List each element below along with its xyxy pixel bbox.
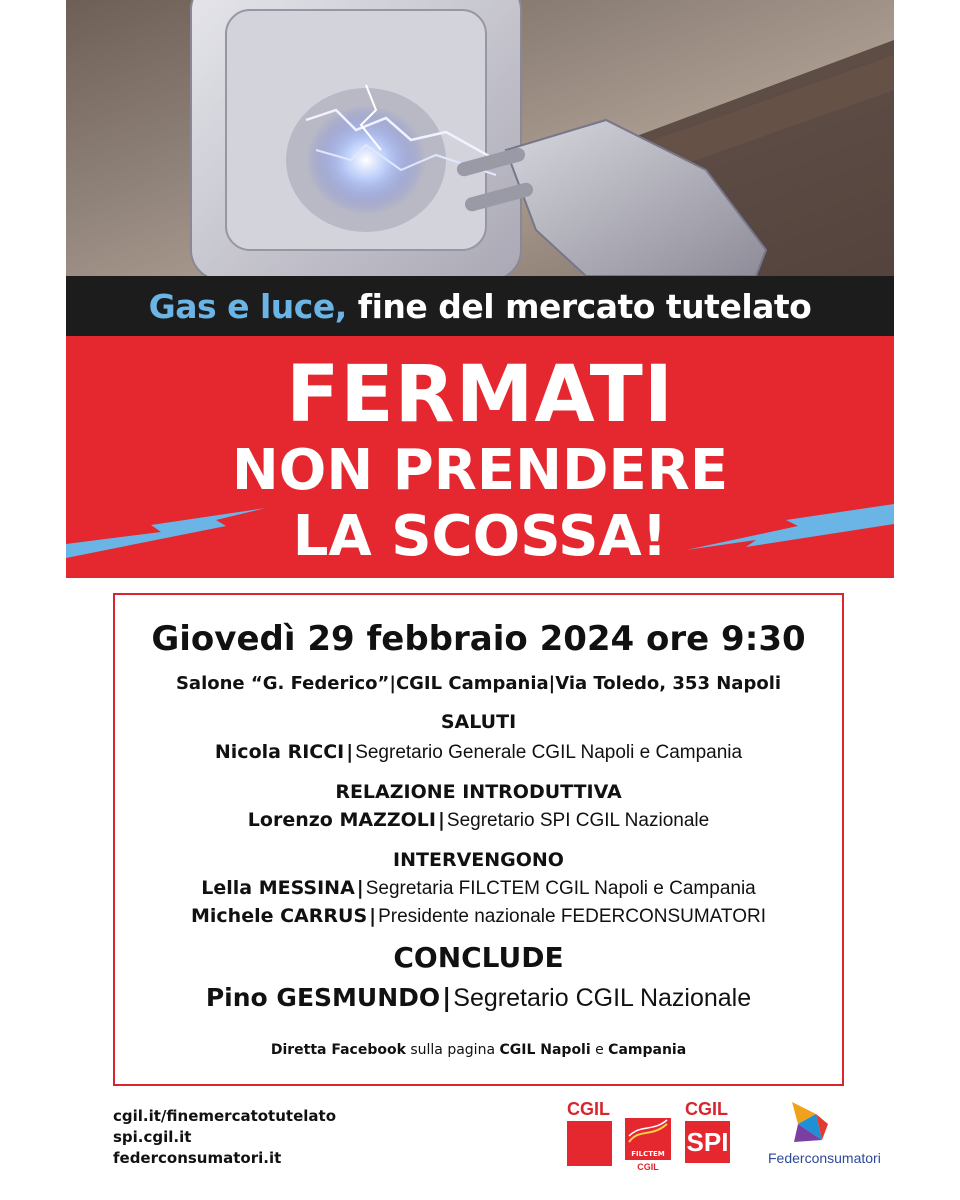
filctem-flag-icon xyxy=(625,1118,671,1148)
headline-la-scossa: LA SCOSSA! xyxy=(292,504,668,569)
separator: | xyxy=(356,877,364,899)
speaker-line xyxy=(115,809,842,832)
cgil-logo xyxy=(567,1100,612,1166)
federconsumatori-triangle-icon xyxy=(786,1100,830,1144)
federconsumatori-logo xyxy=(768,1100,881,1166)
power-socket-photo xyxy=(66,0,894,276)
speaker-name: Nicola RICCI xyxy=(214,741,345,763)
speaker-name: Lella MESSINA xyxy=(201,877,355,899)
subtitle-band xyxy=(66,276,894,336)
filctem-logo-cgil: CGIL xyxy=(637,1162,659,1172)
headline-non-prendere: NON PRENDERE xyxy=(231,438,729,503)
subtitle xyxy=(149,287,812,326)
speaker-line xyxy=(115,741,842,764)
cgil-logo-square xyxy=(567,1121,612,1166)
facebook-label: Diretta Facebook xyxy=(270,1042,406,1058)
separator: | xyxy=(346,741,354,763)
speaker-role: Segretario CGIL Nazionale xyxy=(453,984,752,1012)
section-title-conclude: CONCLUDE xyxy=(393,941,564,974)
speaker-name: Michele CARRUS xyxy=(191,905,368,927)
speaker-line xyxy=(115,905,842,928)
speaker-role: Segretario SPI CGIL Nazionale xyxy=(446,810,710,831)
separator: | xyxy=(369,905,377,927)
cgil-logo-text: CGIL xyxy=(567,1099,610,1119)
speaker-role: Presidente nazionale FEDERCONSUMATORI xyxy=(378,906,766,927)
section-title-intervengono: INTERVENGONO xyxy=(393,849,564,871)
footer-links xyxy=(113,1106,336,1169)
headline-fermati: FERMATI xyxy=(286,350,674,440)
facebook-page: Campania xyxy=(608,1042,687,1058)
section-title-saluti: SALUTI xyxy=(440,711,517,733)
conclusion-speaker-line xyxy=(115,983,842,1013)
hero-photo xyxy=(66,0,894,276)
separator: | xyxy=(437,809,445,831)
speaker-role: Segretario Generale CGIL Napoli e Campania xyxy=(355,742,743,763)
speaker-line xyxy=(115,877,842,900)
filctem-logo xyxy=(625,1118,671,1172)
speaker-name: Pino GESMUNDO xyxy=(205,983,441,1012)
subtitle-rest: fine del mercato tutelato xyxy=(357,286,812,326)
headline-band xyxy=(66,336,894,578)
event-date: Giovedì 29 febbraio 2024 ore 9:30 xyxy=(151,619,806,659)
event-venue: Salone “G. Federico”|CGIL Campania|Via Toledo, 353 Napoli xyxy=(175,673,782,694)
facebook-page: CGIL Napoli xyxy=(499,1042,591,1058)
link-finemercatotutelato[interactable]: cgil.it/finemercatotutelato xyxy=(113,1107,336,1125)
link-spi-cgil[interactable]: spi.cgil.it xyxy=(113,1128,192,1146)
event-info-box xyxy=(113,593,844,1086)
filctem-logo-text: FILCTEM xyxy=(631,1150,665,1158)
facebook-note xyxy=(115,1042,842,1058)
spi-logo-box: SPI xyxy=(685,1121,730,1163)
subtitle-highlight: Gas e luce, xyxy=(148,286,347,326)
link-federconsumatori[interactable]: federconsumatori.it xyxy=(113,1149,282,1167)
spi-cgil-logo xyxy=(685,1100,730,1163)
facebook-text: sulla pagina xyxy=(405,1042,500,1058)
section-title-relazione: RELAZIONE INTRODUTTIVA xyxy=(335,781,622,803)
facebook-text: e xyxy=(590,1042,609,1058)
speaker-role: Segretaria FILCTEM CGIL Napoli e Campania xyxy=(365,878,756,899)
federconsumatori-logo-text: Federconsumatori xyxy=(768,1150,881,1166)
spi-logo-cgil: CGIL xyxy=(685,1099,728,1119)
separator: | xyxy=(442,983,452,1012)
speaker-name: Lorenzo MAZZOLI xyxy=(247,809,436,831)
